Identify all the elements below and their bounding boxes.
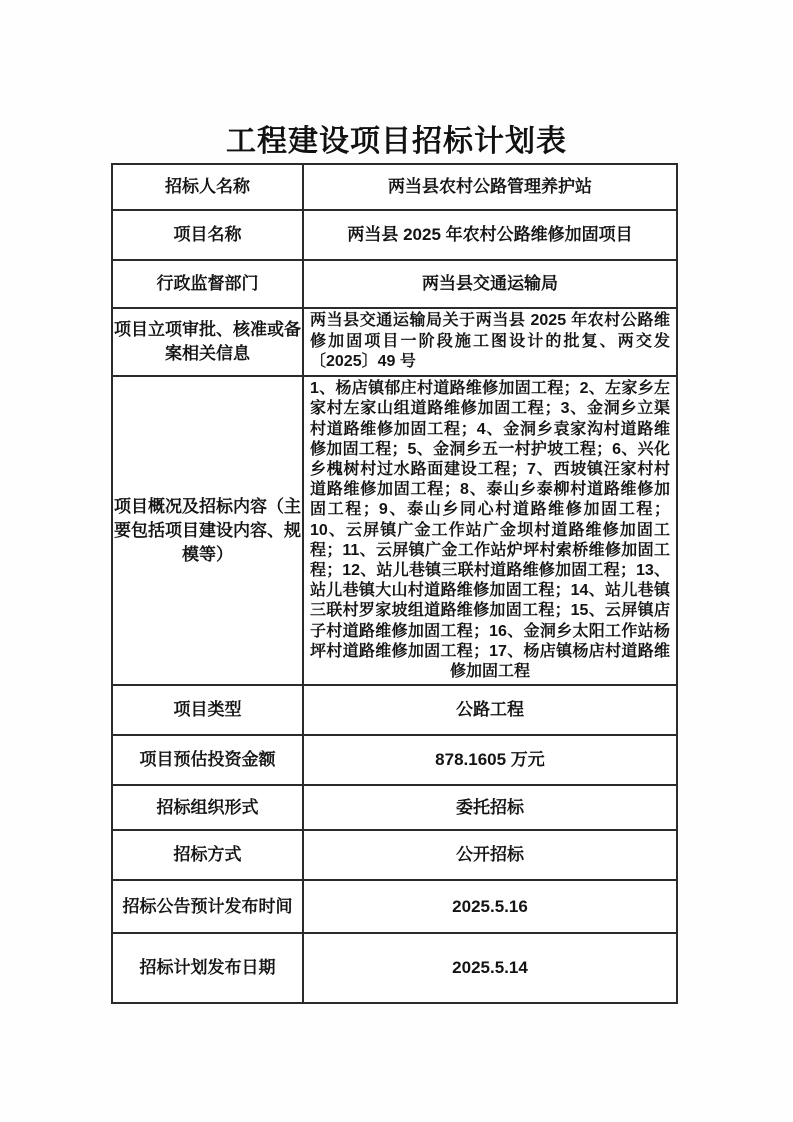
row-value: [304, 736, 676, 784]
row-label: 行政监督部门: [113, 261, 304, 307]
row-value-text: 两当县交通运输局关于两当县 2025 年农村公路维修加固项目一阶段施工图设计的批复、两交发〔2025〕49 号: [310, 312, 670, 371]
row-label: 项目预估投资金额: [113, 736, 304, 784]
table-row-plan-publish-date: [113, 932, 676, 1002]
row-value: [304, 786, 676, 829]
row-label: 项目概况及招标内容（主要包括项目建设内容、规模等）: [113, 377, 304, 684]
table-row-announcement-expected-date: [113, 879, 676, 932]
row-value: [304, 934, 676, 1002]
row-value-text: 两当县交通运输局: [422, 274, 558, 293]
row-value: [304, 309, 676, 375]
row-label: 招标方式: [113, 831, 304, 879]
table-row-project-name: [113, 209, 676, 259]
row-value: [304, 377, 676, 684]
table-row-bidder-name: [113, 165, 676, 209]
row-label: 招标人名称: [113, 165, 304, 209]
row-value-text: 2025.5.14: [452, 958, 528, 978]
row-value-text: 两当县 2025 年农村公路维修加固项目: [347, 225, 633, 244]
row-value: [304, 211, 676, 259]
row-value: [304, 881, 676, 932]
row-label: 项目类型: [113, 686, 304, 734]
table-row-bidding-method: [113, 829, 676, 879]
row-value: [304, 831, 676, 879]
row-value-text: 两当县农村公路管理养护站: [388, 177, 592, 196]
row-label: 招标组织形式: [113, 786, 304, 829]
row-value: [304, 686, 676, 734]
row-value-text: 878.1605 万元: [435, 750, 545, 770]
row-value-text: 公开招标: [456, 845, 524, 865]
table-row-supervising-department: [113, 259, 676, 307]
document-title: 工程建设项目招标计划表: [226, 125, 567, 158]
table-row-estimated-investment: [113, 734, 676, 784]
row-value-text: 2025.5.16: [452, 896, 528, 916]
row-value-text: 委托招标: [456, 797, 524, 817]
table-row-project-type: [113, 684, 676, 734]
row-value-text: 公路工程: [456, 700, 524, 720]
row-value: [304, 261, 676, 307]
row-label: 招标计划发布日期: [113, 934, 304, 1002]
row-label: 招标公告预计发布时间: [113, 881, 304, 932]
row-value: [304, 165, 676, 209]
row-value-text: 1、杨店镇郁庄村道路维修加固工程；2、左家乡左家村左家山组道路维修加固工程；3、金洞乡立渠村道路维修加固工程；4、金洞乡袁家沟村道路维修加固工程；5、金洞乡五一村护坡工程；6、兴化乡槐树村过水路面建设工程；7、西坡镇汪家村村道路维修加固工程；8、泰山乡泰柳村道路维修加固工程；9、泰山乡同心村道路维修加固工程；10、云屏镇广金工作站广金坝村道路维修加固工程；11、云屏镇广金工作站炉坪村索桥维修加固工程；12、站儿巷镇三联村道路维修加固工程；13、站儿巷镇大山村道路维修加固工程；14、站儿巷镇三联村罗家坡组道路维修加固工程；15、云屏镇店子村道路维修加固工程；16、金洞乡太阳工作站杨坪村道路维修加固工程；17、杨店镇杨店村道路维修加固工程: [310, 380, 670, 680]
row-label: 项目立项审批、核准或备案相关信息: [113, 309, 304, 375]
table-row-approval-info: [113, 307, 676, 375]
table-row-bidding-organization-form: [113, 784, 676, 829]
row-label: 项目名称: [113, 211, 304, 259]
table-row-project-overview: [113, 375, 676, 684]
bidding-plan-table: [111, 163, 678, 1004]
